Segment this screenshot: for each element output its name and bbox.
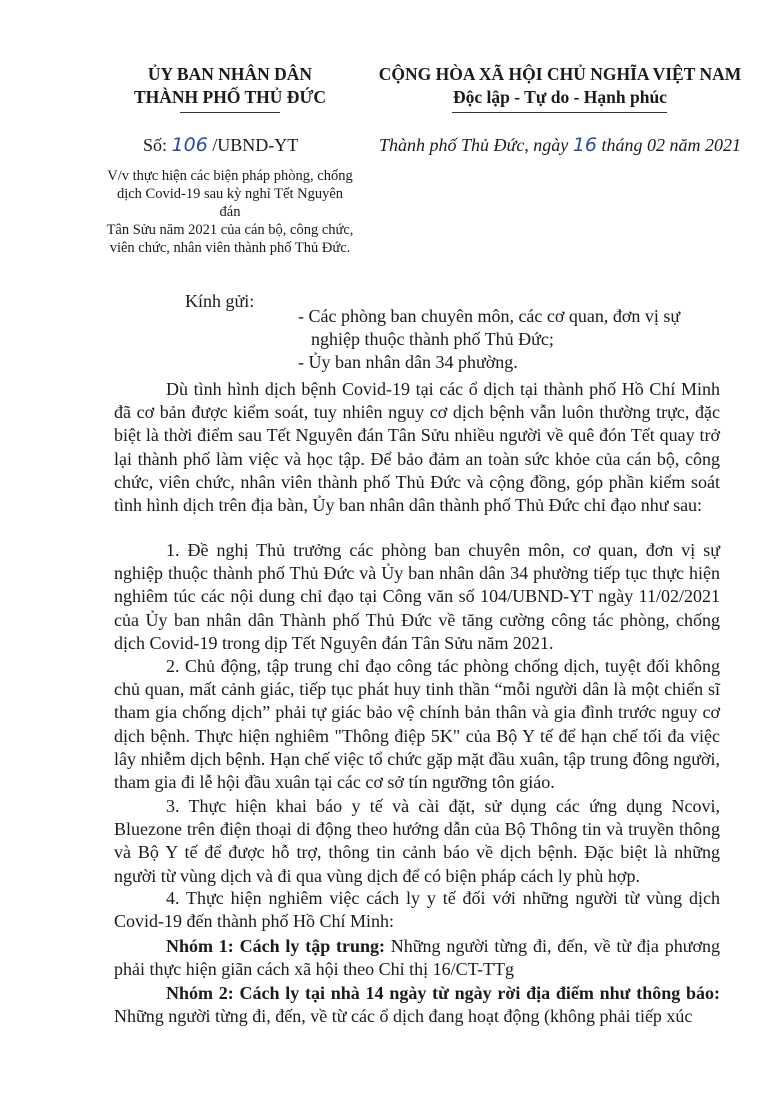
recipient-line: nghiệp thuộc thành phố Thủ Đức; [311,329,554,349]
paragraph-3: 3. Thực hiện khai báo y tế và cài đặt, sử dụng các ứng dụng Ncovi, Bluezone trên điện thoại di động theo hướng dẫn của Bộ Thông tin và truyền thông và Bộ Y tế để được hỗ trợ, thông tin cảnh báo về dịch bệnh. Đặc biệt là những người từ vùng dịch và đi qua vùng dịch để có biện pháp cách ly phù hợp. [114,796,720,886]
org-underline [180,112,280,113]
document-number [143,134,298,156]
date-suffix: tháng 02 năm 2021 [601,135,741,155]
recipient-line: - Các phòng ban chuyên môn, các cơ quan, đơn vị sự [298,306,681,326]
national-title: CỘNG HÒA XÃ HỘI CHỦ NGHĨA VIỆT NAM [378,64,742,84]
recipient-line: - Ủy ban nhân dân 34 phường. [298,352,518,372]
greeting: Kính gửi: [185,291,255,311]
date-line [370,134,750,156]
paragraph-4: 4. Thực hiện nghiêm việc cách ly y tế đối với những người từ vùng dịch Covid-19 đến thành phố Hồ Chí Minh: [114,888,720,932]
national-motto: Độc lập - Tự do - Hạnh phúc [453,87,667,107]
intro-paragraph: Dù tình hình dịch bệnh Covid-19 tại các ổ dịch tại thành phố Hồ Chí Minh đã cơ bản được kiểm soát, tuy nhiên nguy cơ dịch bệnh vẫn luôn thường trực, đặc biệt là thời điểm sau Tết Nguyên đán Tân Sửu nhiều người về quê đón Tết quay trở lại thành phố làm việc và học tập. Để bảo đảm an toàn sức khỏe của cán bộ, công chức, viên chức, nhân viên thành phố Thủ Đức và cộng đồng, góp phần kiểm soát tình hình dịch trên địa bàn, Ủy ban nhân dân thành phố Thủ Đức chỉ đạo như sau: [114,379,720,516]
group-2-text: Những người từng đi, đến, về từ các ổ dịch đang hoạt động (không phải tiếp xúc [114,1006,693,1027]
document-number-label: Số: [143,135,168,155]
motto-underline [452,112,667,113]
date-day-handwritten: 16 [572,134,597,156]
paragraph-1: 1. Đề nghị Thủ trưởng các phòng ban chuyên môn, cơ quan, đơn vị sự nghiệp thuộc thành phố Thủ Đức và Ủy ban nhân dân 34 phường tiếp tục thực hiện nghiêm túc các nội dung chỉ đạo tại Công văn số 104/UBND-YT ngày 11/02/2021 của Ủy ban nhân dân Thành phố Thủ Đức về tăng cường công tác phòng, chống dịch Covid-19 trong dịp Tết Nguyên đán Tân Sửu năm 2021. [114,540,720,653]
org-name-line1: ỦY BAN NHÂN DÂN [147,64,313,84]
group-1-label: Nhóm 1: Cách ly tập trung: [166,936,385,956]
subject-line: dịch Covid-19 sau kỳ nghỉ Tết Nguyên đán [116,186,344,220]
subject-line: V/v thực hiện các biện pháp phòng, chống [107,168,353,184]
subject-line: viên chức, nhân viên thành phố Thủ Đức. [109,240,351,256]
document-number-suffix: /UBND-YT [212,135,299,155]
subject-line: Tân Sửu năm 2021 của cán bộ, công chức, [106,222,354,238]
group-1-text: Những người từng đi, đến, về từ địa phương phải thực hiện giãn cách xã hội theo Chỉ thị 16/CT-TTg [114,936,720,980]
group-2-label: Nhóm 2: Cách ly tại nhà 14 ngày từ ngày rời địa điểm như thông báo: [166,983,720,1003]
subject-summary [105,167,355,257]
org-name-line2: THÀNH PHỐ THỦ ĐỨC [133,87,327,107]
group-1-paragraph [114,935,720,981]
date-prefix: Thành phố Thủ Đức, ngày [378,135,569,155]
paragraph-2: 2. Chủ động, tập trung chỉ đạo công tác phòng chống dịch, tuyệt đối không chủ quan, mất cảnh giác, tiếp tục phát huy tinh thần “mỗi người dân là một chiến sĩ tham gia chống dịch” phải tự giác bảo vệ chính bản thân và gia đình trước nguy cơ dịch bệnh. Thực hiện nghiêm "Thông điệp 5K" của Bộ Y tế để hạn chế tối đa việc lây nhiễm dịch bệnh. Hạn chế việc tổ chức gặp mặt đầu xuân, tập trung đông người, tham gia đi lễ hội đầu xuân tại các cơ sở tín ngưỡng tôn giáo. [114,656,720,793]
group-2-paragraph [114,982,720,1028]
document-number-handwritten: 106 [171,134,208,156]
